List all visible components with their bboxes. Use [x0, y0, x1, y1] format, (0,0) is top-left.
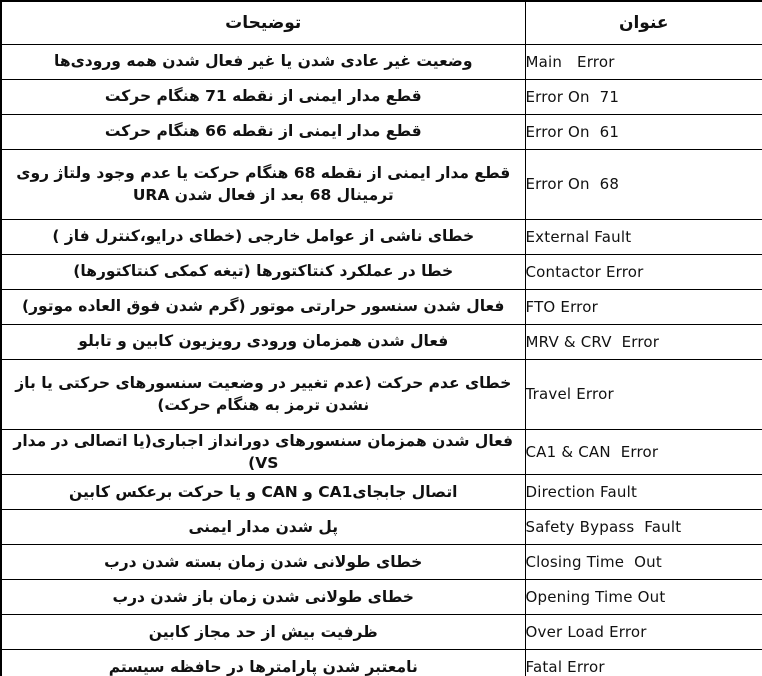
- error-code: Travel Error: [525, 359, 762, 429]
- table-row: [1, 219, 762, 254]
- table-row: [1, 475, 762, 510]
- error-description: اتصال جابجایCA1 و CAN و یا حرکت برعکس کابین: [1, 475, 525, 510]
- column-header-title: عنوان: [525, 1, 762, 44]
- table-row: [1, 650, 762, 676]
- error-description: فعال شدن همزمان سنسورهای دورانداز اجباری(یا اتصالی در مدار VS): [1, 429, 525, 475]
- error-description: نامعتبر شدن پارامترها در حافظه سیستم: [1, 650, 525, 676]
- error-code: Main Error: [525, 44, 762, 79]
- error-code: Error On 61: [525, 114, 762, 149]
- error-description: قطع مدار ایمنی از نقطه 71 هنگام حرکت: [1, 79, 525, 114]
- table-row: [1, 359, 762, 429]
- table-row: [1, 615, 762, 650]
- error-code: CA1 & CAN Error: [525, 429, 762, 475]
- error-code: Error On 71: [525, 79, 762, 114]
- error-description: وضعیت غیر عادی شدن یا غیر فعال شدن همه ورودی‌ها: [1, 44, 525, 79]
- error-description: خطای طولانی شدن زمان باز شدن درب: [1, 580, 525, 615]
- error-description: خطای طولانی شدن زمان بسته شدن درب: [1, 545, 525, 580]
- header-row: [1, 1, 762, 44]
- table-row: [1, 289, 762, 324]
- table-row: [1, 580, 762, 615]
- error-code: Safety Bypass Fault: [525, 510, 762, 545]
- error-code: MRV & CRV Error: [525, 324, 762, 359]
- error-code: Closing Time Out: [525, 545, 762, 580]
- error-code: Contactor Error: [525, 254, 762, 289]
- table-row: [1, 510, 762, 545]
- error-description: قطع مدار ایمنی از نقطه 66 هنگام حرکت: [1, 114, 525, 149]
- error-description: فعال شدن سنسور حرارتی موتور (گرم شدن فوق العاده موتور): [1, 289, 525, 324]
- table-row: [1, 149, 762, 219]
- error-code: Fatal Error: [525, 650, 762, 676]
- error-description: پل شدن مدار ایمنی: [1, 510, 525, 545]
- error-code: External Fault: [525, 219, 762, 254]
- error-code: Error On 68: [525, 149, 762, 219]
- table-row: [1, 44, 762, 79]
- error-code: Opening Time Out: [525, 580, 762, 615]
- table-row: [1, 79, 762, 114]
- error-description: خطای ناشی از عوامل خارجی (خطای درایو،کنترل فاز ): [1, 219, 525, 254]
- column-header-descriptions: توضیحات: [1, 1, 525, 44]
- error-description: خطا در عملکرد کنتاکتورها (تیغه کمکی کنتاکتورها): [1, 254, 525, 289]
- table-row: [1, 429, 762, 475]
- error-description: خطای عدم حرکت (عدم تغییر در وضعیت سنسورهای حرکتی یا باز نشدن ترمز به هنگام حرکت): [1, 359, 525, 429]
- error-description: فعال شدن همزمان ورودی رویزیون کابین و تابلو: [1, 324, 525, 359]
- table-row: [1, 254, 762, 289]
- table-row: [1, 114, 762, 149]
- error-code: Over Load Error: [525, 615, 762, 650]
- table-row: [1, 545, 762, 580]
- error-code: FTO Error: [525, 289, 762, 324]
- error-code: Direction Fault: [525, 475, 762, 510]
- table-row: [1, 324, 762, 359]
- error-description: قطع مدار ایمنی از نقطه 68 هنگام حرکت یا عدم وجود ولتاژ روی ترمینال 68 بعد از فعال شدن URA: [1, 149, 525, 219]
- error-description: ظرفیت بیش از حد مجاز کابین: [1, 615, 525, 650]
